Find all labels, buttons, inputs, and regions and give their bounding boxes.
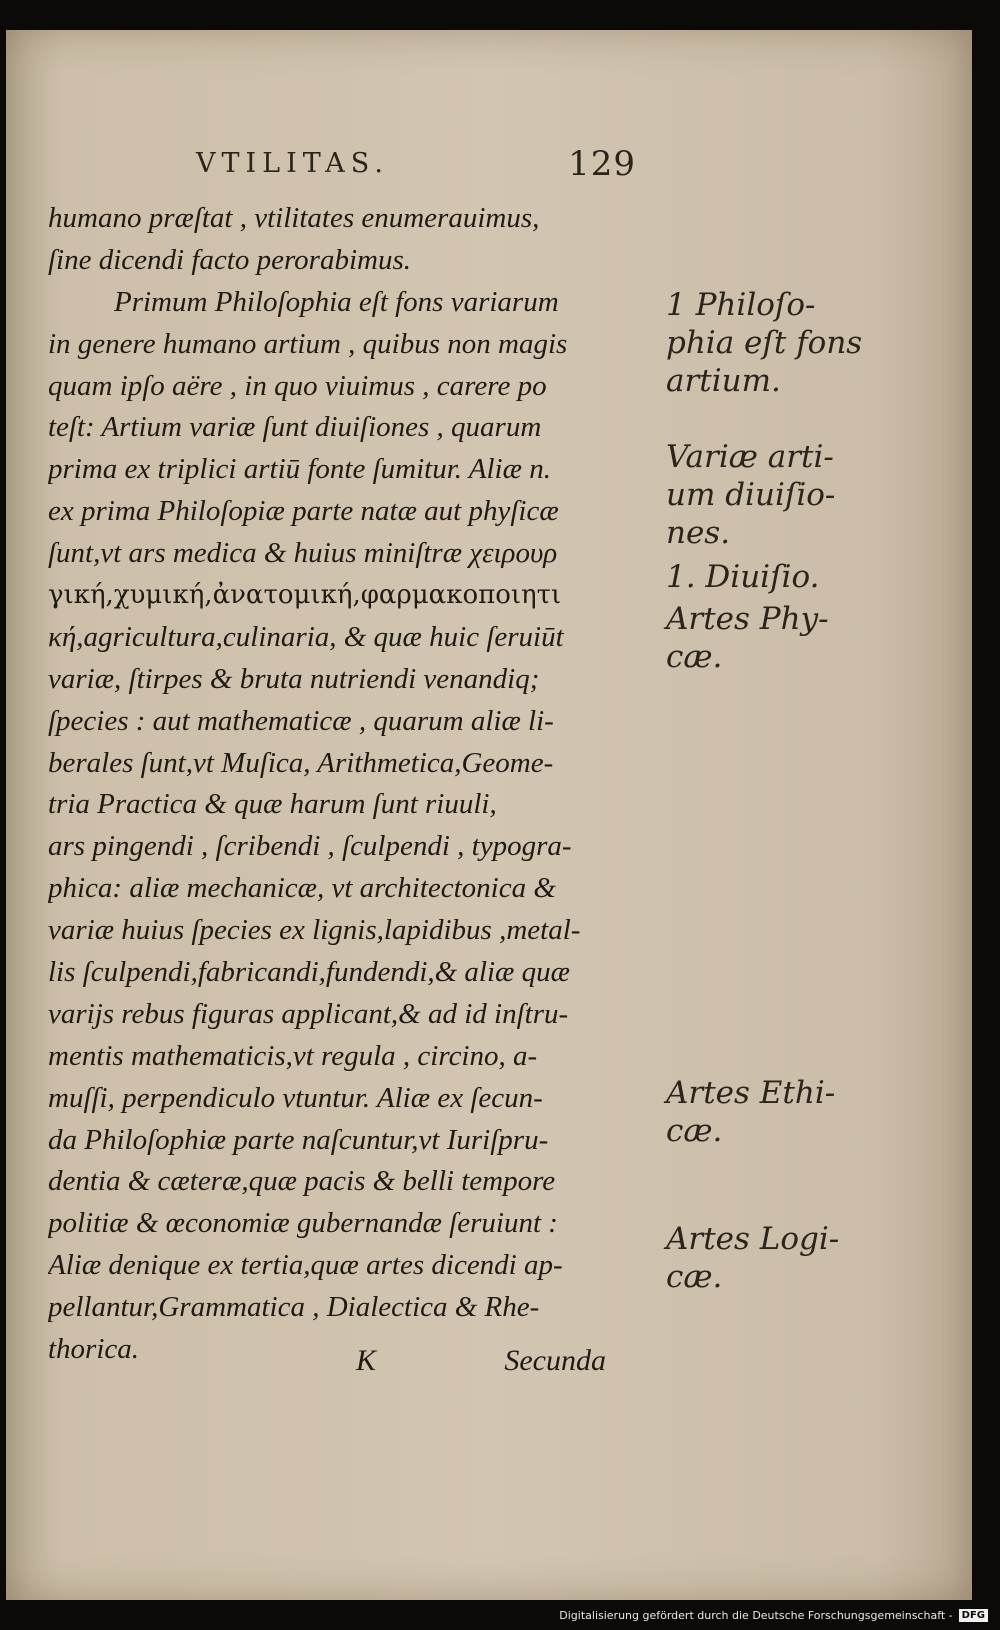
margin-note-line: cæ.	[666, 639, 723, 675]
margin-note-line: nes.	[666, 515, 731, 551]
digitization-credit	[555, 1604, 992, 1626]
text-line: κή,agricultura,culinaria, & quæ huic ſeruiūt	[48, 620, 564, 653]
text-line: humano præſtat , vtilitates enumerauimus,	[48, 202, 540, 234]
margin-note-line: Artes Phy-	[666, 601, 829, 637]
margin-note-line: phia eſt fons	[666, 325, 863, 361]
text-line: mentis mathematicis,vt regula , circino, a-	[48, 1039, 538, 1072]
text-line: ſunt,vt ars medica & huius miniſtræ χειρουρ	[48, 537, 558, 570]
margin-note-line: artium.	[666, 363, 781, 399]
text-line: da Philoſophiæ parte naſcuntur,vt Iuriſpru-	[48, 1123, 549, 1156]
running-title: VTILITAS.	[196, 148, 389, 179]
text-line: tria Practica & quæ harum ſunt riuuli,	[48, 788, 497, 821]
catchword-line	[356, 1344, 606, 1384]
text-line: quam ipſo aëre , in quo viuimus , carere po	[48, 369, 547, 402]
margin-note	[666, 1074, 835, 1150]
text-line: Primum Philoſophia eſt fons variarum	[114, 285, 559, 318]
credit-text: Digitalisierung gefördert durch die Deutsche Forschungsgemeinschaft -	[559, 1608, 953, 1622]
margin-note-line: cæ.	[666, 1259, 723, 1295]
margin-note-line: Variæ arti-	[666, 439, 834, 475]
text-line: varijs rebus figuras applicant,& ad id inſtru-	[48, 997, 569, 1030]
text-line: variæ huius ſpecies ex lignis,lapidibus ,metal-	[48, 914, 581, 947]
catchword: Secunda	[504, 1344, 606, 1377]
text-line: prima ex triplici artiū fonte ſumitur. Aliæ n.	[48, 453, 551, 486]
text-line: ſpecies : aut mathematicæ , quarum aliæ li-	[48, 704, 554, 737]
margin-note-line: cæ.	[666, 1113, 723, 1149]
text-line: muſſi, perpendiculo vtuntur. Aliæ ex ſecun-	[48, 1081, 543, 1114]
main-text-block	[48, 198, 863, 1371]
text-line: ſine dicendi facto perorabimus.	[48, 243, 411, 276]
book-page	[6, 30, 972, 1600]
text-line: politiæ & œconomiæ gubernandæ ſeruiunt :	[48, 1207, 558, 1240]
text-line: thorica.	[48, 1333, 140, 1366]
text-line: phica: aliæ mechanicæ, vt architectonica &	[48, 872, 556, 905]
margin-note-line: Artes Ethi-	[666, 1075, 836, 1111]
margin-note-line: um diuiſio-	[666, 477, 836, 513]
text-line: teſt: Artium variæ ſunt diuiſiones , quarum	[48, 411, 542, 444]
margin-note-line: 1 Philoſo-	[666, 287, 816, 323]
text-line: γική,χυμική,ἀνατομική,φαρμακοποιητι	[48, 580, 562, 611]
text-line: lis ſculpendi,fabricandi,fundendi,& aliæ quæ	[48, 956, 570, 989]
dfg-logo: DFG	[959, 1609, 988, 1622]
page-header	[196, 144, 636, 188]
margin-note	[666, 438, 835, 552]
text-line: berales ſunt,vt Muſica, Arithmetica,Geome-	[48, 746, 554, 779]
margin-note	[666, 1220, 839, 1296]
text-line: ex prima Philoſopiæ parte natæ aut phyſicæ	[48, 495, 559, 528]
margin-note	[666, 286, 862, 400]
text-line: variæ, ſtirpes & bruta nutriendi venandiq;	[48, 662, 540, 695]
margin-note-line: Artes Logi-	[666, 1221, 840, 1257]
margin-note-line: 1. Diuiſio.	[666, 559, 820, 595]
margin-note	[666, 600, 829, 676]
text-line: in genere humano artium , quibus non magis	[48, 327, 568, 360]
signature-mark: K	[356, 1344, 377, 1377]
text-line: ars pingendi , ſcribendi , ſculpendi , typogra-	[48, 830, 572, 863]
text-line: dentia & cæteræ,quæ pacis & belli tempore	[48, 1165, 556, 1198]
page-number: 129	[568, 144, 636, 184]
margin-note	[666, 558, 819, 596]
text-line: Aliæ denique ex tertia,quæ artes dicendi ap-	[48, 1249, 563, 1282]
text-line: pellantur,Grammatica , Dialectica & Rhe-	[48, 1291, 540, 1324]
